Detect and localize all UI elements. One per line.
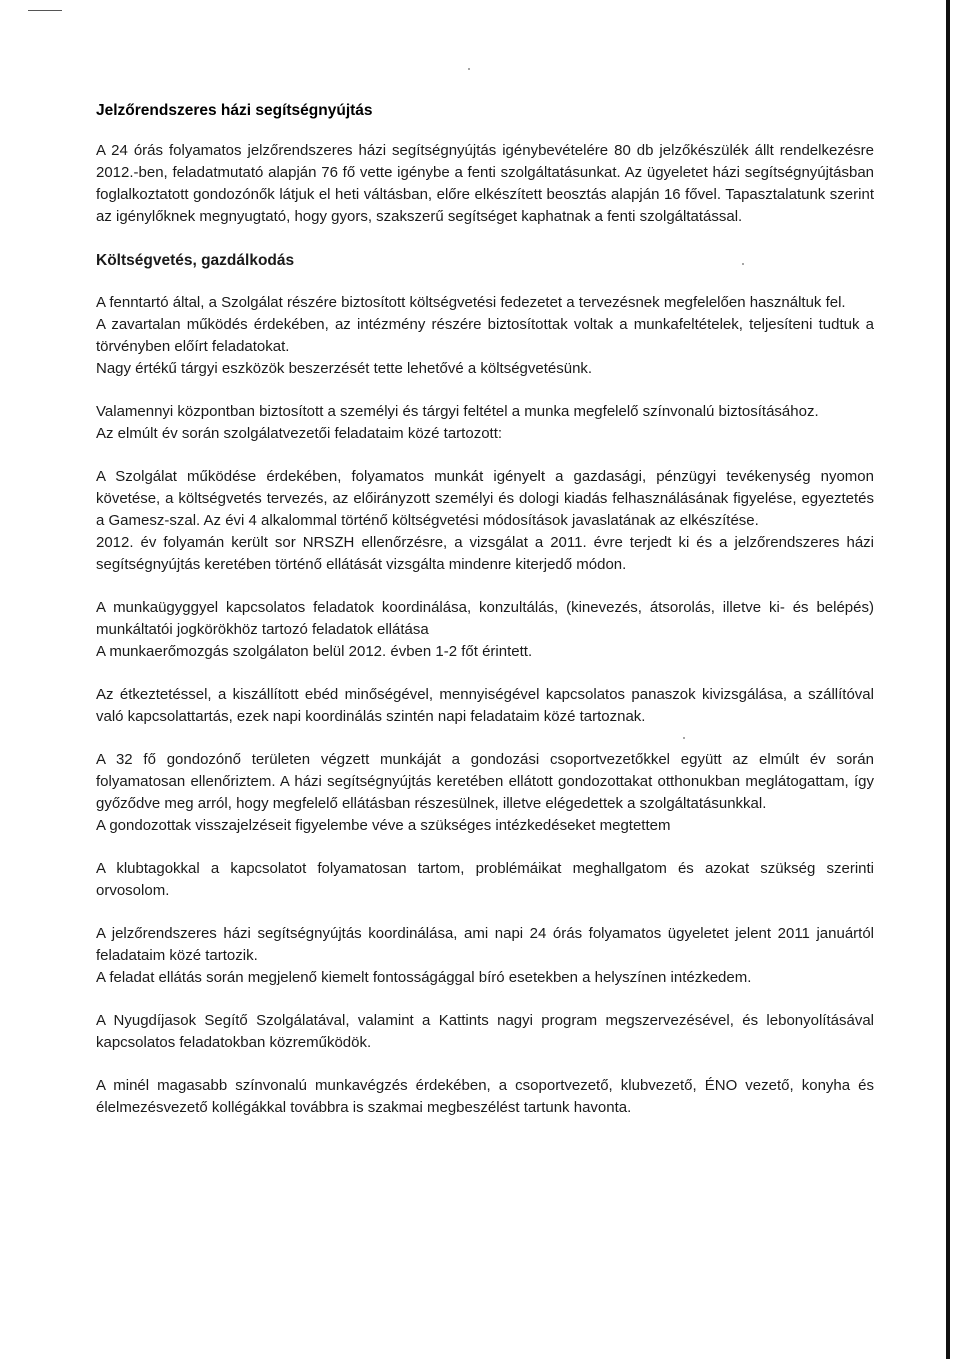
section-heading-budget: Költségvetés, gazdálkodás [96,252,295,269]
paragraph-staff-movement: A munkaerőmozgás szolgálaton belül 2012. évben 1-2 főt érintett. [96,643,533,660]
paragraph-on-site-action: A feladat ellátás során megjelenő kiemelt fontosságággal bíró esetekben a helyszínen intézkedem. [96,969,752,986]
paragraph-club-members: A klubtagokkal a kapcsolatot folyamatosan tartom, problémáikat meghallgatom és azokat szükség szerinti orvosolom. [96,860,874,899]
paragraph-assets: Nagy értékű tárgyi eszközök beszerzését tette lehetővé a költségvetésünk. [96,360,593,377]
paragraph-personal-conditions: Valamennyi központban biztosított a személyi és tárgyi feltétel a munka megfelelő színvonalú biztosításához. [96,403,819,420]
document-body [96,100,874,1119]
paragraph-catering: Az étkeztetéssel, a kiszállított ebéd minőségével, mennyiségével kapcsolatos panaszok kivizsgálása, a szállítóval való kapcsolattartás, ezek napi koordinálás szintén napi feladataim közé tartoznak. [96,686,874,725]
paragraph-pensioners-program: A Nyugdíjasok Segítő Szolgálatával, valamint a Kattints nagyi program megszervezésével, és lebonyolításával kapcsolatos feladatokban közreműködök. [96,1012,874,1051]
paragraph-duties-intro: Az elmúlt év során szolgálatvezetői feladataim közé tartozott: [96,425,503,442]
paragraph-feedback: A gondozottak visszajelzéseit figyelembe véve a szükséges intézkedéseket megtettem [96,817,671,834]
paragraph-carers-supervision: A 32 fő gondozónő területen végzett munkáját a gondozási csoportvezetőkkel együtt az elmúlt év során folyamatosan ellenőriztem. A házi segítségnyújtás keretében ellátott gondozottakat otthonukban meglátogattam, így győződve meg arról, hogy megfelelő ellátásban részesülnek, illetve elégedettek a szolgáltatásunkkal. [96,751,874,812]
paragraph-inspection: 2012. év folyamán került sor NRSZH ellenőrzésre, a vizsgálat a 2011. évre terjedt ki és a jelzőrendszeres házi segítségnyújtás keretében történő ellátását vizsgálta mindenre kiterjedő módon. [96,534,874,573]
paragraph-monthly-meetings: A minél magasabb színvonalú munkavégzés érdekében, a csoportvezető, klubvezető, ÉNO vezető, konyha és élelmezésvezető kollégákkal továbbra is szakmai megbeszélést tartunk havonta. [96,1077,874,1116]
paragraph-hr-tasks: A munkaügyggyel kapcsolatos feladatok koordinálása, konzultálás, (kinevezés, átsorolás, illetve ki- és belépés) munkáltatói jogkörökhöz tartozó feladatok ellátása [96,599,874,638]
paragraph-financial-tasks: A Szolgálat működése érdekében, folyamatos munkát igényelt a gazdasági, pénzügyi tevékenység nyomon követése, a költségvetés tervezés, az előirányzott személyi és dologi kiadás felhasználásának figyelése, egyeztetés a Gamesz-szal. Az évi 4 alkalommal történő költségvetési módosítások javaslatának az elkészítése. [96,468,874,529]
paragraph-signal-system: A 24 órás folyamatos jelzőrendszeres házi segítségnyújtás igénybevételére 80 db jelzőkészülék állt rendelkezésre 2012.-ben, feladatmutató alapján 76 fő vette igénybe a fenti szolgáltatásunkat. Az ügyeletet házi segítségnyújtásban foglalkoztatott gondozónők látjuk el heti váltásban, előre elkészített beosztás alapján 16 fővel. Tapasztalatunk szerint az igénylőknek megnyugtató, hogy gyors, szakszerű segítséget kaphatnak a fenti szolgáltatással. [96,142,874,225]
scan-speck [468,68,470,70]
section-heading-signal-system: Jelzőrendszeres házi segítségnyújtás [96,102,373,119]
scan-right-edge [946,0,950,1359]
paragraph-working-conditions: A zavartalan működés érdekében, az intézmény részére biztosítottak voltak a munkafeltételek, teljesíteni tudtuk a törvényben előírt feladatokat. [96,316,874,355]
scan-top-rule [28,10,62,11]
paragraph-budget-coverage: A fenntartó által, a Szolgálat részére biztosított költségvetési fedezetet a tervezésnek megfelelően használtuk fel. [96,294,846,311]
paragraph-signal-coordination: A jelzőrendszeres házi segítségnyújtás koordinálása, ami napi 24 órás folyamatos ügyeletet jelent 2011 januártól feladataim közé tartozik. [96,925,874,964]
